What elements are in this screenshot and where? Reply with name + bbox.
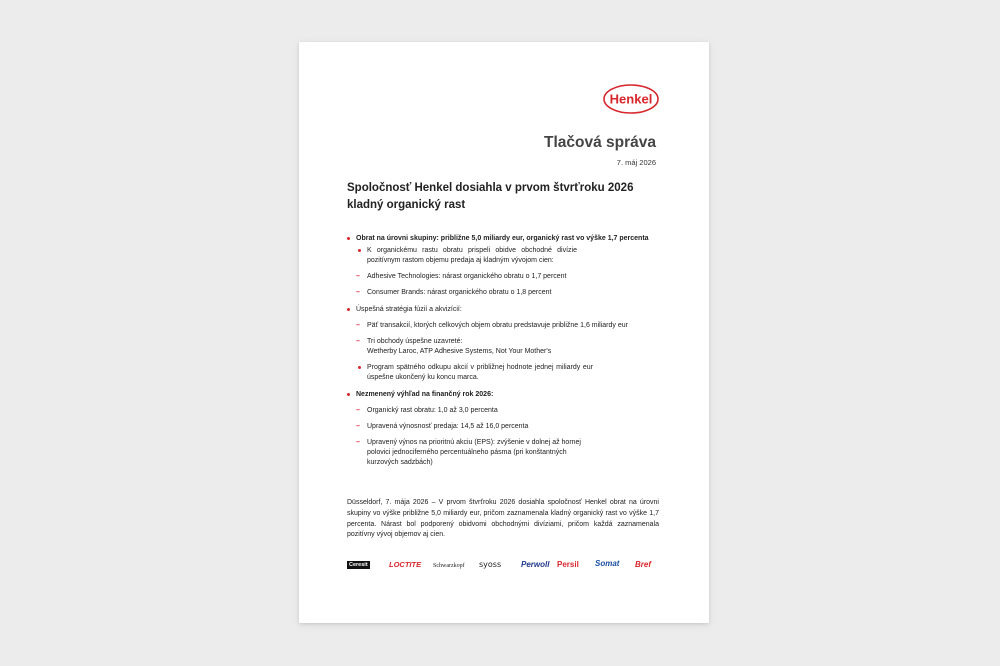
list-item-text: Nezmenený výhľad na finančný rok 2026: [356, 391, 494, 398]
bullet-group-revenue [347, 234, 659, 298]
sub-list-item [347, 288, 659, 298]
henkel-logo [603, 84, 659, 114]
ceresit-logo: Ceresit [349, 562, 368, 568]
document-type-title: Tlačová správa [543, 134, 656, 151]
dash-icon: – [356, 407, 360, 414]
bullet-icon [347, 393, 350, 396]
syoss-logo: syoss [479, 560, 502, 569]
dash-icon: – [356, 322, 360, 329]
bullet-icon [358, 366, 361, 369]
list-item-text: Upravená výnosnosť predaja: 14,5 až 16,0 percenta [367, 423, 529, 430]
sub-list-item [347, 272, 659, 282]
list-item-text: Päť transakcií, ktorých celkových objem obratu predstavuje približne 1,6 miliardy eur [367, 322, 628, 329]
sub-list-item [347, 406, 659, 416]
sub-list-item [347, 363, 659, 383]
dash-icon: – [356, 439, 360, 446]
list-item [347, 305, 659, 315]
list-item [347, 234, 659, 244]
list-item-text: Program spätného odkupu akcií v približnej hodnote jednej miliardy eur úspešne ukončený ku koncu marca. [367, 364, 593, 381]
perwoll-logo: Perwoll [521, 560, 550, 569]
sub-list-item [347, 337, 659, 357]
bullet-icon [347, 237, 350, 240]
persil-logo: Persil [557, 560, 579, 569]
somat-logo: Somat [595, 559, 620, 568]
brand-logo-strip [347, 560, 659, 574]
bullet-icon [347, 308, 350, 311]
bullet-icon [358, 249, 361, 252]
list-item-text: K organickému rastu obratu prispeli obidve obchodné divízie pozitívnym rastom objemu predaja aj kladným vývojom cien: [367, 247, 577, 264]
sub-list-item [347, 422, 659, 432]
headline: Spoločnosť Henkel dosiahla v prvom štvrťroku 2026 kladný organický rast [347, 182, 634, 211]
list-item-text: Wetherby Laroc, ATP Adhesive Systems, Not Your Mother's [367, 348, 552, 355]
document-date: 7. máj 2026 [616, 158, 656, 167]
bref-logo: Bref [635, 560, 652, 569]
list-item [347, 390, 659, 400]
sub-list-item [347, 321, 659, 331]
sub-list-item [347, 438, 659, 468]
dash-icon: – [356, 423, 360, 430]
list-item-text: Adhesive Technologies: nárast organického obratu o 1,7 percent [367, 273, 567, 280]
sub-list-item [347, 246, 659, 266]
list-item-text: Upravený výnos na prioritnú akciu (EPS): zvýšenie v dolnej až hornej polovici jednociferného percentuálneho pásma (pri konštantných kurzových sadzbách) [367, 439, 581, 466]
dash-icon: – [356, 273, 360, 280]
list-item-text: Úspešná stratégia fúzií a akvizícií: [356, 306, 462, 313]
body-paragraph: Düsseldorf, 7. mája 2026 – V prvom štvrťroku 2026 dosiahla spoločnosť Henkel obrat na úrovni skupiny vo výške približne 5,0 miliardy eur, pričom zaznamenala kladný organický rast vo výške 1,7 percenta. Nárast bol podporený obidvomi obchodnými divíziami, pričom každá zaznamenala pozitívny vývoj objemov aj cien. [347, 499, 659, 539]
list-item-text: Tri obchody úspešne uzavreté: [367, 338, 463, 345]
bullet-group-outlook [347, 390, 659, 468]
list-item-text: Obrat na úrovni skupiny: približne 5,0 miliardy eur, organický rast vo výške 1,7 percenta [356, 235, 649, 242]
list-item-text: Consumer Brands: nárast organického obratu o 1,8 percent [367, 289, 552, 296]
list-item-text: Organický rast obratu: 1,0 až 3,0 percenta [367, 407, 498, 414]
bullet-group-acquisitions [347, 305, 659, 383]
dash-icon: – [356, 289, 360, 296]
loctite-logo: LOCTITE [389, 560, 422, 569]
schwarzkopf-logo: Schwarzkopf [433, 563, 465, 569]
svg-text:Henkel: Henkel [609, 91, 653, 107]
press-release-page [299, 42, 709, 623]
dash-icon: – [356, 338, 360, 345]
key-points-list [347, 234, 659, 474]
